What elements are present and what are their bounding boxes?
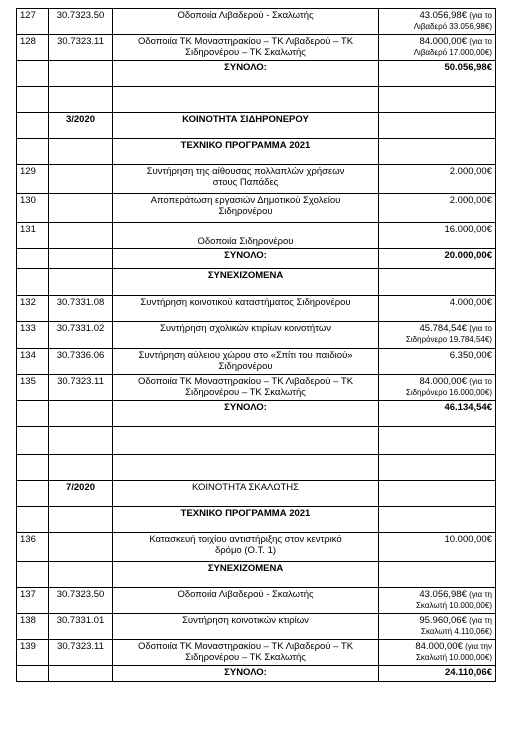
amount-cell: 6.350,00€ (379, 349, 496, 375)
row-number: 131 (17, 223, 49, 249)
item-description: Οδοποιία Σιδηρονέρου (113, 223, 379, 249)
account-code: 30.7336.06 (49, 349, 113, 375)
item-description: Συντήρηση κοινοτικού καταστήματος Σιδηρονέρου (113, 296, 379, 322)
amount-cell: 16.000,00€ (379, 223, 496, 249)
account-code: 30.7323.11 (49, 375, 113, 401)
continued-title: ΣΥΝΕΧΙΖΟΜΕΝΑ (113, 269, 379, 296)
amount-cell: 84.000,00€ (για το Σιδηρόνερο 16.000,00€) (379, 375, 496, 401)
row-number: 127 (17, 9, 49, 35)
total-amount: 46.134,54€ (379, 401, 496, 427)
row-number: 136 (17, 533, 49, 562)
continued-title: ΣΥΝΕΧΙΖΟΜΕΝΑ (113, 562, 379, 588)
total-label: ΣΥΝΟΛΟ: (113, 61, 379, 87)
section-row (17, 269, 496, 296)
account-code: 30.7331.08 (49, 296, 113, 322)
row-number: 133 (17, 322, 49, 349)
table-row (17, 349, 496, 375)
spacer-row (17, 455, 496, 481)
section-row (17, 113, 496, 139)
account-code: 30.7323.11 (49, 640, 113, 666)
table-row (17, 9, 496, 35)
total-row (17, 401, 496, 427)
community-title: ΚΟΙΝΟΤΗΤΑ ΣΙΔΗΡΟΝΕΡΟΥ (113, 113, 379, 139)
total-amount: 20.000,00€ (379, 249, 496, 269)
row-number: 138 (17, 614, 49, 640)
table-row (17, 588, 496, 614)
spacer-row (17, 427, 496, 455)
amount-cell: 84.000,00€ (για το Λιβαδερό 17.000,00€) (379, 35, 496, 61)
row-number: 135 (17, 375, 49, 401)
section-row (17, 139, 496, 165)
row-number: 137 (17, 588, 49, 614)
budget-table (16, 8, 496, 682)
total-row (17, 249, 496, 269)
item-description: Αποπεράτωση εργασιών Δημοτικού Σχολείου Σιδηρονέρου (113, 194, 379, 223)
community-title: ΚΟΙΝΟΤΗΤΑ ΣΚΑΛΩΤΗΣ (113, 481, 379, 507)
table-row (17, 296, 496, 322)
item-description: Οδοποιία Λιβαδερού - Σκαλωτής (113, 9, 379, 35)
amount-cell: 10.000,00€ (379, 533, 496, 562)
section-row (17, 507, 496, 533)
row-number: 129 (17, 165, 49, 194)
table-row (17, 614, 496, 640)
table-row (17, 223, 496, 249)
decision-code: 7/2020 (49, 481, 113, 507)
item-description: Οδοποιία Λιβαδερού - Σκαλωτής (113, 588, 379, 614)
total-label: ΣΥΝΟΛΟ: (113, 401, 379, 427)
table-row (17, 35, 496, 61)
total-row (17, 666, 496, 682)
account-code: 30.7323.50 (49, 588, 113, 614)
total-amount: 24.110,06€ (379, 666, 496, 682)
total-amount: 50.056,98€ (379, 61, 496, 87)
amount-cell: 2.000,00€ (379, 165, 496, 194)
item-description: Συντήρηση σχολικών κτιρίων κοινοτήτων (113, 322, 379, 349)
row-number: 134 (17, 349, 49, 375)
amount-cell: 43.056,98€ (για τη Σκαλωτή 10.000,00€) (379, 588, 496, 614)
program-title: ΤΕΧΝΙΚΟ ΠΡΟΓΡΑΜΜΑ 2021 (113, 507, 379, 533)
row-number: 139 (17, 640, 49, 666)
spacer-row (17, 87, 496, 113)
item-description: Οδοποιία ΤΚ Μοναστηρακίου – ΤΚ Λιβαδερού – ΤΚ Σιδηρονέρου – ΤΚ Σκαλωτής (113, 640, 379, 666)
amount-cell: 43.056,98€ (για το Λιβαδερό 33.056,98€) (379, 9, 496, 35)
amount-cell: 4.000,00€ (379, 296, 496, 322)
total-label: ΣΥΝΟΛΟ: (113, 249, 379, 269)
amount-cell: 2.000,00€ (379, 194, 496, 223)
account-code: 30.7323.50 (49, 9, 113, 35)
total-row (17, 61, 496, 87)
item-description: Συντήρηση κοινοτικών κτιρίων (113, 614, 379, 640)
row-number: 128 (17, 35, 49, 61)
item-description: Κατασκευή τοιχίου αντιστήριξης στον κεντρικό δρόμο (Ο.Τ. 1) (113, 533, 379, 562)
row-number: 132 (17, 296, 49, 322)
item-description: Συντήρηση αύλειου χώρου στο «Σπίτι του παιδιού» Σιδηρονέρου (113, 349, 379, 375)
program-title: ΤΕΧΝΙΚΟ ΠΡΟΓΡΑΜΜΑ 2021 (113, 139, 379, 165)
table-row (17, 194, 496, 223)
item-description: Οδοποιία ΤΚ Μοναστηρακίου – ΤΚ Λιβαδερού – ΤΚ Σιδηρονέρου – ΤΚ Σκαλωτής (113, 35, 379, 61)
amount-cell: 95.960,06€ (για τη Σκαλωτή 4.110,06€) (379, 614, 496, 640)
total-label: ΣΥΝΟΛΟ: (113, 666, 379, 682)
table-row (17, 322, 496, 349)
amount-cell: 84.000,00€ (για την Σκαλωτή 10.000,00€) (379, 640, 496, 666)
decision-code: 3/2020 (49, 113, 113, 139)
table-row (17, 375, 496, 401)
account-code: 30.7331.02 (49, 322, 113, 349)
item-description: Οδοποιία ΤΚ Μοναστηρακίου – ΤΚ Λιβαδερού – ΤΚ Σιδηρονέρου – ΤΚ Σκαλωτής (113, 375, 379, 401)
amount-cell: 45.784,54€ (για το Σιδηρόνερο 19.784,54€) (379, 322, 496, 349)
item-description: Συντήρηση της αίθουσας πολλαπλών χρήσεων στους Παπάδες (113, 165, 379, 194)
table-row (17, 165, 496, 194)
account-code: 30.7331.01 (49, 614, 113, 640)
account-code: 30.7323.11 (49, 35, 113, 61)
table-row (17, 533, 496, 562)
section-row (17, 562, 496, 588)
table-row (17, 640, 496, 666)
row-number: 130 (17, 194, 49, 223)
section-row (17, 481, 496, 507)
